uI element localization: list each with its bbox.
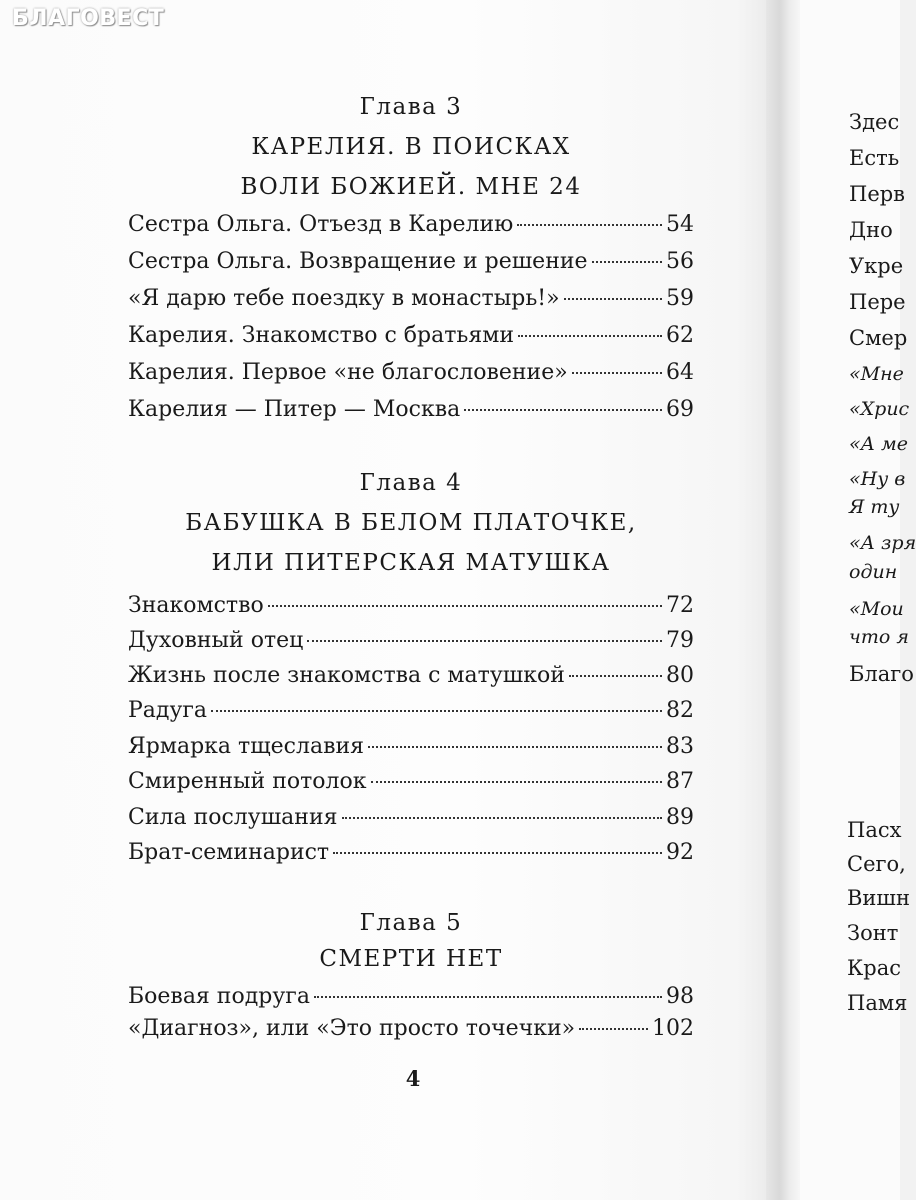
right-page-line: «Мне [849, 363, 904, 385]
right-page-line: один [849, 561, 898, 583]
toc-entry-page: 69 [666, 397, 694, 422]
leader-dots [268, 605, 662, 607]
toc-entry-page: 87 [666, 769, 694, 794]
right-page-line: что я [849, 626, 909, 648]
toc-entry-page: 82 [666, 698, 694, 723]
chapter-4-title-line-2: ИЛИ ПИТЕРСКАЯ МАТУШКА [211, 550, 611, 576]
right-page-line: Крас [847, 956, 901, 980]
right-page-line: Зонт [847, 921, 899, 945]
page-number: 4 [405, 1066, 421, 1091]
toc-entry-page: 83 [666, 734, 694, 759]
toc-entry-page: 56 [666, 249, 694, 274]
leader-dots [518, 335, 662, 337]
toc-entry-title: Ярмарка тщеславия [128, 734, 365, 759]
toc-entry[interactable] [128, 593, 694, 625]
toc-entry[interactable] [128, 805, 694, 837]
toc-entry[interactable] [128, 397, 694, 429]
toc-entry[interactable] [128, 249, 694, 281]
leader-dots [572, 372, 662, 374]
toc-entry[interactable] [128, 698, 694, 730]
right-page-line: «Хрис [849, 398, 910, 420]
leader-dots [333, 852, 662, 854]
toc-entry-title: Карелия. Знакомство с братьями [128, 323, 515, 348]
toc-entry-title: «Я дарю тебе поездку в монастырь!» [128, 286, 560, 311]
toc-entry-page: 89 [666, 805, 694, 830]
leader-dots [464, 409, 662, 411]
chapter-3-title-line-2: ВОЛИ БОЖИЕЙ. МНЕ 24 [240, 174, 582, 200]
toc-entry[interactable] [128, 663, 694, 695]
leader-dots [592, 261, 662, 263]
chapter-4-label: Глава 4 [359, 470, 463, 496]
chapter-5-label: Глава 5 [359, 910, 463, 936]
toc-entry[interactable] [128, 984, 694, 1016]
chapter-3-title-line-1: КАРЕЛИЯ. В ПОИСКАХ [251, 134, 571, 160]
toc-entry-title: Боевая подруга [128, 984, 310, 1009]
right-page-line: Пере [849, 290, 906, 314]
toc-entry-title: Сестра Ольга. Отъезд в Карелию [128, 212, 514, 237]
leader-dots [564, 298, 662, 300]
toc-entry-page: 59 [666, 286, 694, 311]
toc-entry[interactable] [128, 323, 694, 355]
toc-entry-title: Духовный отец [128, 628, 304, 653]
watermark: БЛАГОВЕСТ [12, 6, 165, 31]
book-gutter [766, 0, 800, 1200]
right-page-line: «А ме [849, 433, 909, 455]
toc-entry-title: Знакомство [128, 593, 264, 618]
toc-entry-page: 98 [666, 984, 694, 1009]
right-page-line: Сего, [847, 852, 906, 876]
toc-entry[interactable] [128, 360, 694, 392]
right-page-line: Благо [849, 662, 914, 686]
toc-entry-title: Смиренный потолок [128, 769, 367, 794]
toc-entry-title: Сила послушания [128, 805, 338, 830]
toc-entry[interactable] [128, 212, 694, 244]
right-page-line: Смер [849, 326, 908, 350]
leader-dots [569, 675, 662, 677]
leader-dots [342, 817, 662, 819]
right-page-line: «Мои [849, 598, 904, 620]
leader-dots [314, 996, 662, 998]
toc-entry-title: Радуга [128, 698, 208, 723]
leader-dots [307, 640, 662, 642]
toc-entry-title: Карелия. Первое «не благословение» [128, 360, 568, 385]
toc-entry-title: «Диагноз», или «Это просто точечки» [128, 1016, 576, 1041]
toc-entry-page: 102 [652, 1016, 694, 1041]
right-page-line: Пасх [847, 818, 902, 842]
toc-entry-title: Брат-семинарист [128, 840, 330, 865]
right-page-line: Вишн [847, 886, 910, 910]
toc-entry-page: 92 [666, 840, 694, 865]
right-page-line: «Ну в [849, 468, 906, 490]
toc-entry[interactable] [128, 734, 694, 766]
toc-entry[interactable] [128, 769, 694, 801]
toc-entry-title: Жизнь после знакомства с матушкой [128, 663, 565, 688]
toc-entry[interactable] [128, 628, 694, 660]
toc-entry-page: 64 [666, 360, 694, 385]
right-page [800, 0, 916, 1200]
toc-entry-page: 72 [666, 593, 694, 618]
right-page-line: Я ту [849, 496, 900, 518]
right-page-line: Перв [849, 182, 906, 206]
toc-entry-page: 80 [666, 663, 694, 688]
right-page-line: Есть [849, 146, 900, 170]
toc-entry-title: Карелия — Питер — Москва [128, 397, 461, 422]
chapter-3-label: Глава 3 [359, 94, 463, 120]
leader-dots [371, 781, 663, 783]
right-page-line: «А зря [849, 532, 916, 554]
toc-entry[interactable] [128, 840, 694, 872]
toc-entry[interactable] [128, 286, 694, 318]
chapter-4-title-line-1: БАБУШКА В БЕЛОМ ПЛАТОЧКЕ, [185, 510, 637, 536]
toc-entry-page: 62 [666, 323, 694, 348]
leader-dots [211, 710, 662, 712]
toc-entry-page: 54 [666, 212, 694, 237]
right-page-line: Памя [847, 991, 908, 1015]
right-page-line: Укре [849, 254, 904, 278]
leader-dots [368, 746, 662, 748]
leader-dots [579, 1028, 648, 1030]
leader-dots [517, 224, 662, 226]
toc-entry-title: Сестра Ольга. Возвращение и решение [128, 249, 588, 274]
toc-entry-page: 79 [666, 628, 694, 653]
chapter-5-title: СМЕРТИ НЕТ [319, 946, 503, 972]
right-page-line: Здес [849, 110, 900, 134]
toc-entry[interactable] [128, 1016, 694, 1048]
right-page-line: Дно [849, 218, 893, 242]
